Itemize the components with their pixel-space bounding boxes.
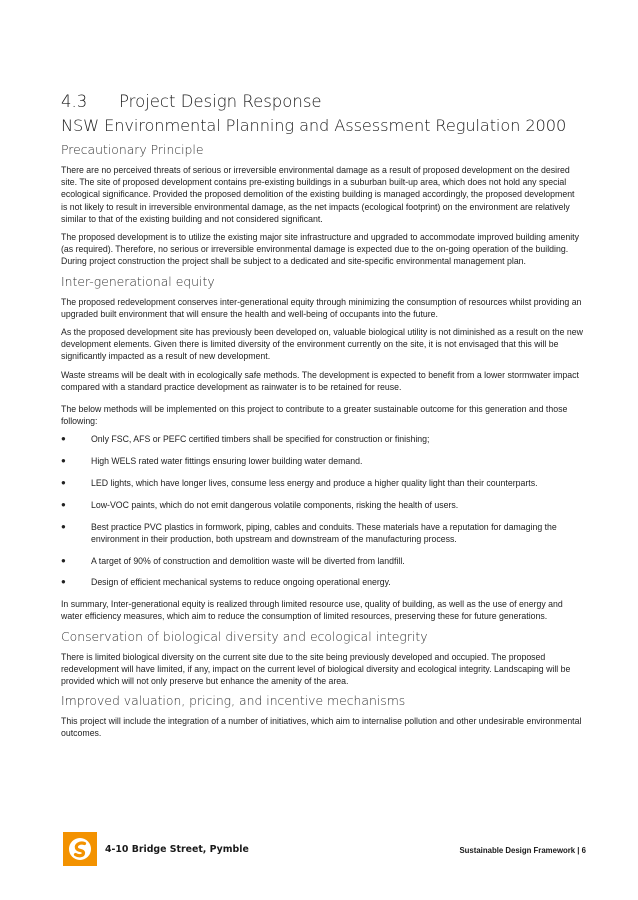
list-item-text: High WELS rated water fittings ensuring lower building water demand. [91, 456, 363, 467]
valuation-paragraph: This project will include the integration of a number of initiatives, which aim to internalise pollution and other undesirable environmental outcomes. [61, 716, 582, 739]
list-item-text: A target of 90% of construction and demolition waste will be diverted from landfill. [91, 555, 405, 566]
section-title: Project Design Response [119, 92, 322, 111]
bullet-icon: ● [61, 577, 66, 587]
bullet-icon: ● [61, 478, 66, 488]
list-item-text: Only FSC, AFS or PEFC certified timbers shall be specified for construction or finishing; [91, 434, 430, 445]
precautionary-paragraph-2: The proposed development is to utilize the existing major site infrastructure and upgraded to accommodate improved building amenity (as required). Therefore, no serious or irreversible environmental damage is expected due to the on-going operation of the building. During project construction the project shall be subject to a dedicated and site-specific environmental management plan. [61, 232, 579, 267]
valuation-heading: Improved valuation, pricing, and incentive mechanisms [61, 693, 406, 709]
section-heading [61, 92, 583, 112]
section-subtitle: NSW Environmental Planning and Assessment Regulation 2000 [61, 116, 567, 135]
page-footer [63, 832, 586, 868]
footer-page-label: Sustainable Design Framework | 6 [459, 846, 586, 855]
bullet-icon: ● [61, 456, 66, 466]
list-item-text: Low-VOC paints, which do not emit dangerous volatile components, risking the health of users. [91, 499, 459, 510]
list-item [61, 433, 583, 445]
bullet-icon: ● [61, 555, 66, 565]
intergen-paragraph-4: The below methods will be implemented on this project to contribute to a greater sustainable outcome for this generation and those following: [61, 404, 568, 427]
company-logo-icon [63, 832, 97, 866]
list-item [61, 555, 583, 567]
list-item-text: Best practice PVC plastics in formwork, piping, cables and conduits. These materials have a reputation for damaging the environment in their production, both upstream and downstream of the manufacturing process. [91, 521, 557, 544]
list-item-text: Design of efficient mechanical systems to reduce ongoing operational energy. [91, 577, 391, 588]
list-item [61, 499, 583, 511]
list-item [61, 521, 583, 545]
precautionary-heading: Precautionary Principle [61, 142, 204, 157]
bullet-icon: ● [61, 499, 66, 509]
list-item-text: LED lights, which have longer lives, consume less energy and produce a higher quality light than their counterparts. [91, 478, 538, 489]
intergen-paragraph-5: In summary, Inter-generational equity is realized through limited resource use, quality of building, as well as the use of energy and water efficiency measures, which aim to reduce the consumption of limited resources, preserving these for future generations. [61, 599, 563, 622]
footer-address: 4-10 Bridge Street, Pymble [105, 844, 249, 855]
page-content [61, 92, 583, 746]
intergen-paragraph-2: As the proposed development site has previously been developed on, valuable biological utility is not diminished as a result on the new development elements. Given there is limited diversity of the environment currently on the site, it is not envisaged that this will be significantly impacted as a result of new development. [61, 327, 583, 362]
bullet-icon: ● [61, 434, 66, 444]
section-number: 4.3 [61, 92, 88, 111]
list-item [61, 455, 583, 467]
list-item [61, 477, 583, 489]
intergen-heading: Inter-generational equity [61, 273, 215, 289]
precautionary-paragraph-1: There are no perceived threats of serious or irreversible environmental damage as a result of proposed development on the desired site. The site of proposed development contains pre-existing buildings in a suburban built-up area, which does not hold any special ecological significance. Provided the proposed demolition of the existing building is managed accordingly, the proposed development is not likely to result in irreversible environmental damage, as the net impacts (ecological footprint) on the environment are relatively similar to that of the existing building and not considered significant. [61, 165, 575, 224]
biodiversity-paragraph: There is limited biological diversity on the current site due to the site being previously developed and occupied. The proposed redevelopment will have limited, if any, impact on the current level of biological diversity and ecological integrity. Landscaping will be provided which will not only preserve but enhance the amenity of the area. [61, 651, 571, 687]
intergen-paragraph-1: The proposed redevelopment conserves inter-generational equity through minimizing the consumption of resources whilst providing an upgraded built environment that will ensure the health and well-being of occupants into the future. [61, 296, 582, 319]
intergen-paragraph-3: Waste streams will be dealt with in ecologically safe methods. The development is expected to benefit from a lower stormwater impact compared with a standard practice development as rainwater is to be retained for reuse. [61, 369, 579, 392]
list-item [61, 576, 583, 588]
methods-list [61, 433, 583, 588]
bullet-icon: ● [61, 521, 66, 531]
biodiversity-heading: Conservation of biological diversity and ecological integrity [61, 628, 428, 644]
